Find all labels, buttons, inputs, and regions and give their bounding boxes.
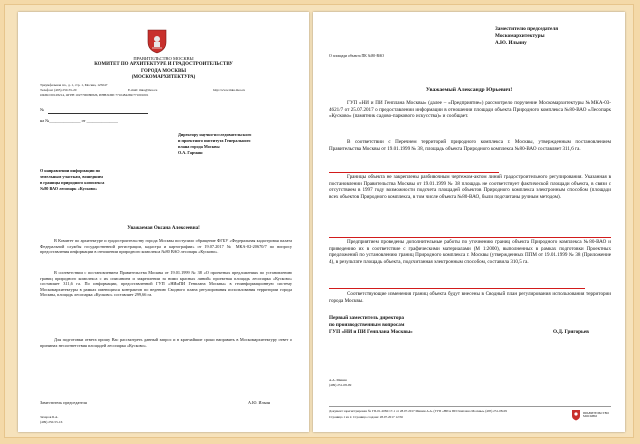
recipient-line1: Директору научно-исследовательского (178, 132, 252, 137)
footer-registration: Документ зарегистрирован № ГП-01-2082/17-1 от 28.07.2017 Минин А.А. (ГУП «НИ и ПИ Генплана Москвы» (495) 251-08-09 (329, 409, 507, 413)
header-government: ПРАВИТЕЛЬСТВО МОСКВЫ (133, 56, 194, 61)
okpo-line: ОКПО 00128214, ОГРН 1027700080826, ИНН/КПП 7710484269/771001001 (40, 93, 149, 97)
subject-line3: в границы природного комплекса (40, 180, 105, 185)
executor-phone: (499) 251-08-09 (329, 383, 352, 387)
addressee-line3: А.Ю. Ильину (495, 40, 527, 46)
moscow-logo-icon (571, 409, 581, 421)
greeting: Уважаемый Александр Юрьевич! (425, 87, 513, 93)
right-letter-page (313, 12, 625, 432)
signer-line3: ГУП «НИ и ПИ Генплана Москвы» (329, 329, 413, 335)
subject-line4: №80 ВАО лесопарк «Кусково» (40, 186, 98, 191)
phone: Телефон: (495) 250-55-20 (40, 88, 77, 92)
footer-page-info: Страница 1 из 2. Страница создана: 28.07.2017 12:56 (329, 415, 403, 419)
highlight-underline-1 (329, 172, 499, 173)
header-city: ГОРОДА МОСКВЫ (140, 68, 187, 74)
signer-line1: Первый заместитель директора (329, 315, 404, 321)
paragraph-1: ГУП «НИ и ПИ Генплана Москвы» (далее – «Предприятие») рассмотрело поручение Москомархитектуры №МКА-03-4621/7 от 25.07.2017 о предоставлении информации в отношении площади объекта Природного комплекса №80-ВАО «Лесопарк «Кусково» (памятник садово-паркового искусства)» и сообщает. (329, 100, 611, 120)
addressee-line1: Заместителю председателя (495, 26, 559, 32)
recipient-line4: О.А. Гармаш (178, 150, 203, 155)
paragraph-1: В Комитет по архитектуре и градостроительству города Москвы поступило обращение ФГБУ «Федеральная кадастровая палата Федеральной службы государственной регистрации, кадастра и картографии» от 19.07.2017 № МКА-02-20670/7 по вопросу предоставления информации в отношении природного комплекса №80 ВАО лесопарк «Кусково». (40, 238, 292, 255)
addressee-line2: Москомархитектуры (495, 33, 545, 39)
recipient-line3: плана города Москвы (178, 144, 220, 149)
left-letter-page (18, 12, 309, 432)
header-abbr: (МОСКОМАРХИТЕКТУРА) (131, 75, 196, 80)
paragraph-2: В соответствии с Перечнем территорий природного комплекса г. Москвы, утвержденным постановлением Правительства Москвы от 19.01.1999 № 38, площадь объекта Природного комплекса №80-ВАО составляет 311,6 га. (329, 139, 611, 152)
footer-divider (329, 406, 611, 407)
paragraph-5: Соответствующие изменения границ объекта будут внесены в Сводный план регулирования использования территории города Москвы. (329, 291, 611, 304)
reference-line: на №_______________ от _______________ (40, 118, 118, 123)
email: E-mail: mka@mos.ru (128, 88, 158, 92)
signer-line2: по производственным вопросам (329, 322, 405, 328)
greeting: Уважаемая Оксана Алексеевна! (127, 226, 200, 231)
website: http://www.mka.mos.ru (213, 88, 246, 92)
number-line (48, 113, 148, 114)
signer-title: Заместитель председателя (40, 400, 87, 405)
executor-name: Захаров Б.А. (40, 415, 59, 419)
executor-phone: (499) 250-55-16 (40, 420, 63, 424)
about-line: О площади объекта ПК №80-ВАО (329, 54, 385, 58)
recipient-line2: и проектного института Генерального (178, 138, 251, 143)
paragraph-2: В соответствии с постановлением Правительства Москвы от 19.01.1999 № 38 «О проектных предложениях по установлению границ природного комплекса с их описанием и закреплении за ними красных линий» проектная площадь лесопарка «Кусково» составляет 311,6 га. По информации, предоставленной ГУП «НИиПИ Генплана Москвы» в геоинформационную систему Москомархитектуры в рамках имеющихся контрактов по ведению Сводного плана регулирования использования территории города Москвы, площадь лесопарка «Кусково» составляет 299,66 га. (40, 270, 292, 298)
subject-line2: земельным участкам, вошедшим (40, 174, 103, 179)
highlight-underline-2 (329, 237, 611, 238)
header-committee: КОМИТЕТ ПО АРХИТЕКТУРЕ И ГРАДОСТРОИТЕЛЬСТВУ (94, 62, 233, 67)
subject-line1: О направлении информации по (40, 168, 101, 173)
number-label: № (40, 107, 44, 112)
paragraph-3: Границы объекта не закреплены разбивочным чертежом-актом линий градостроительного регулирования. Указанная в постановлении Правительства Москвы от 19.01.1999 № 38 площадь не соответствует фактической площади объекта, в связи с отсутствием в 1997 году возможности подсчета площадей объектов Природного комплекса электронным способом (площади всех объектов Природного комплекса, в том числе объекта №80-ВАО, были подсчитаны ручным методом). (329, 174, 611, 201)
paragraph-3: Для подготовки ответа прошу Вас рассмотреть данный запрос и в кратчайшие сроки направить в Москомархитектуру ответ о причинах несоответствия площадей лесопарка «Кусково». (40, 337, 292, 348)
signer-name: О.Д. Григорьев (553, 329, 589, 335)
logo-text: ПРАВИТЕЛЬСТВО МОСКВЫ (583, 411, 609, 419)
address: Триумфальная пл., д. 1, стр. 1, Москва, 125047 (40, 83, 108, 87)
highlight-underline-3 (329, 288, 585, 289)
paragraph-4: Предприятием проведены дополнительные работы по уточнению границ объекта Природного комплекса №80-ВАО и приведению их в соответствие с графическими материалами (М 1:2000), выполненных в рамках подготовки Проектных предложений по установлению границ Природного комплекса г. Москвы (утвержденных ППМ от 19.01.1999 № 38 (Приложение 4), в результате площадь объекта, подсчитанная электронным способом, составила 310,5 га. (329, 239, 611, 266)
moscow-coat-of-arms-icon (146, 28, 168, 54)
executor-name: А.А. Минин (329, 378, 347, 382)
signer-name: А.Ю. Ильин (248, 400, 270, 405)
